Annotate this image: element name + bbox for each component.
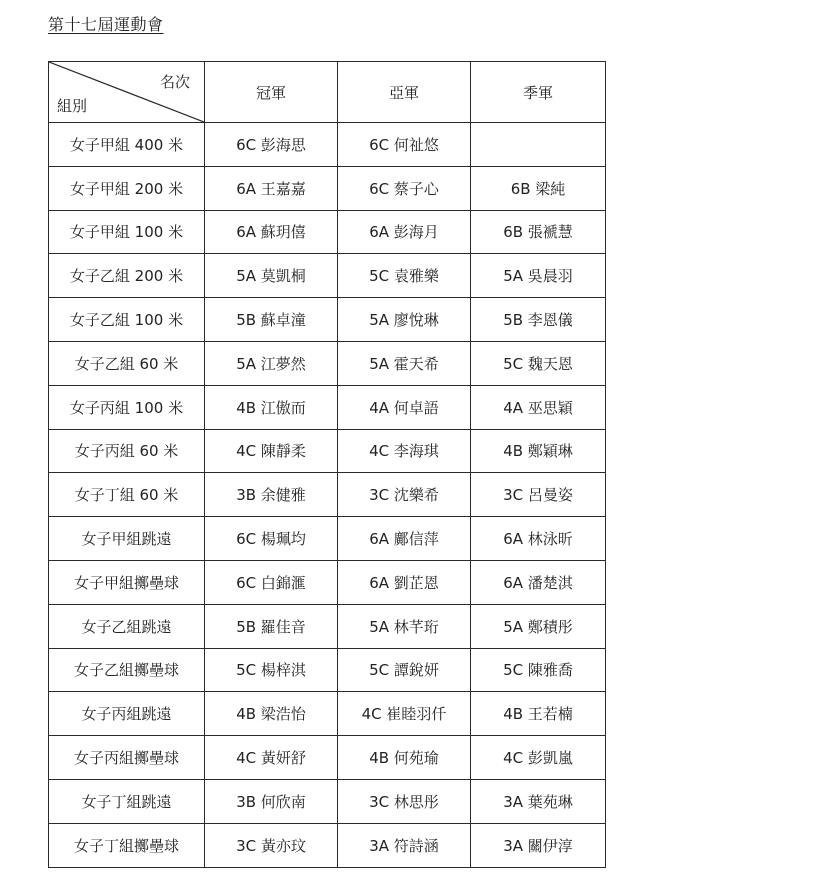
runner-up-cell: 4C 李海琪: [338, 429, 471, 473]
rank-label: 名次: [159, 73, 190, 91]
header-row: [49, 62, 606, 123]
table-row: [49, 473, 606, 517]
runner-up-cell: 5A 林芊珩: [338, 604, 471, 648]
runner-up-cell: 4B 何苑瑜: [338, 736, 471, 780]
third-place-cell: 6B 張褫慧: [471, 210, 606, 254]
table-row: [49, 254, 606, 298]
third-place-cell: 6A 潘楚淇: [471, 560, 606, 604]
third-place-cell: 3A 葉苑琳: [471, 779, 606, 823]
runner-up-cell: 5A 霍天希: [338, 341, 471, 385]
header-runner-up: 亞軍: [338, 62, 471, 123]
table-row: [49, 123, 606, 167]
champion-cell: 3C 黃亦玟: [205, 823, 338, 867]
runner-up-cell: 5C 袁雅樂: [338, 254, 471, 298]
event-cell: 女子甲組 100 米: [49, 210, 205, 254]
event-cell: 女子甲組 200 米: [49, 166, 205, 210]
table-row: [49, 779, 606, 823]
table-row: [49, 823, 606, 867]
champion-cell: 5A 江夢然: [205, 341, 338, 385]
table-row: [49, 341, 606, 385]
event-cell: 女子丙組跳遠: [49, 692, 205, 736]
header-champion: 冠軍: [205, 62, 338, 123]
runner-up-cell: 6A 劉芷恩: [338, 560, 471, 604]
champion-cell: 6A 王嘉嘉: [205, 166, 338, 210]
third-place-cell: 6B 梁純: [471, 166, 606, 210]
table-row: [49, 429, 606, 473]
table-row: [49, 736, 606, 780]
event-cell: 女子丁組 60 米: [49, 473, 205, 517]
champion-cell: 5C 楊梓淇: [205, 648, 338, 692]
table-row: [49, 166, 606, 210]
champion-cell: 6C 白錦滙: [205, 560, 338, 604]
event-cell: 女子丁組擲壘球: [49, 823, 205, 867]
champion-cell: 5B 蘇卓潼: [205, 298, 338, 342]
event-cell: 女子甲組跳遠: [49, 517, 205, 561]
table-row: [49, 298, 606, 342]
event-cell: 女子丙組 60 米: [49, 429, 205, 473]
third-place-cell: 6A 林泳昕: [471, 517, 606, 561]
event-cell: 女子乙組 100 米: [49, 298, 205, 342]
results-body: [49, 123, 606, 868]
runner-up-cell: 4A 何卓語: [338, 385, 471, 429]
event-cell: 女子丙組擲壘球: [49, 736, 205, 780]
champion-cell: 5B 羅佳音: [205, 604, 338, 648]
runner-up-cell: 6A 彭海月: [338, 210, 471, 254]
table-row: [49, 385, 606, 429]
third-place-cell: 4C 彭凱嵐: [471, 736, 606, 780]
table-row: [49, 560, 606, 604]
event-cell: 女子甲組擲壘球: [49, 560, 205, 604]
third-place-cell: 5B 李恩儀: [471, 298, 606, 342]
third-place-cell: 5C 魏天恩: [471, 341, 606, 385]
table-row: [49, 210, 606, 254]
corner-header-cell: [49, 62, 205, 123]
header-third-place: 季軍: [471, 62, 606, 123]
table-row: [49, 604, 606, 648]
event-cell: 女子丙組 100 米: [49, 385, 205, 429]
runner-up-cell: 6A 鄺信萍: [338, 517, 471, 561]
table-row: [49, 517, 606, 561]
runner-up-cell: 3C 林思彤: [338, 779, 471, 823]
champion-cell: 4C 黃妍舒: [205, 736, 338, 780]
champion-cell: 4B 江傲而: [205, 385, 338, 429]
champion-cell: 3B 何欣南: [205, 779, 338, 823]
group-label: 組別: [57, 97, 88, 115]
event-cell: 女子甲組 400 米: [49, 123, 205, 167]
event-cell: 女子丁組跳遠: [49, 779, 205, 823]
table-row: [49, 648, 606, 692]
third-place-cell: [471, 123, 606, 167]
champion-cell: 6C 彭海思: [205, 123, 338, 167]
third-place-cell: 5A 鄭積彤: [471, 604, 606, 648]
third-place-cell: 5A 吳晨羽: [471, 254, 606, 298]
event-cell: 女子乙組擲壘球: [49, 648, 205, 692]
results-table: [48, 61, 606, 868]
third-place-cell: 3C 呂曼姿: [471, 473, 606, 517]
champion-cell: 4B 梁浩怡: [205, 692, 338, 736]
runner-up-cell: 6C 蔡子心: [338, 166, 471, 210]
event-cell: 女子乙組 60 米: [49, 341, 205, 385]
champion-cell: 5A 莫凱桐: [205, 254, 338, 298]
runner-up-cell: 5A 廖悅琳: [338, 298, 471, 342]
page-title: 第十七屆運動會: [48, 15, 164, 34]
runner-up-cell: 3A 符詩涵: [338, 823, 471, 867]
runner-up-cell: 3C 沈樂希: [338, 473, 471, 517]
champion-cell: 4C 陳靜柔: [205, 429, 338, 473]
champion-cell: 6C 楊珮均: [205, 517, 338, 561]
runner-up-cell: 6C 何祉悠: [338, 123, 471, 167]
third-place-cell: 3A 關伊淳: [471, 823, 606, 867]
event-cell: 女子乙組 200 米: [49, 254, 205, 298]
third-place-cell: 4A 巫思穎: [471, 385, 606, 429]
runner-up-cell: 4C 崔睦羽仟: [338, 692, 471, 736]
champion-cell: 3B 余健雅: [205, 473, 338, 517]
third-place-cell: 4B 鄭穎琳: [471, 429, 606, 473]
third-place-cell: 4B 王若楠: [471, 692, 606, 736]
event-cell: 女子乙組跳遠: [49, 604, 205, 648]
third-place-cell: 5C 陳雅喬: [471, 648, 606, 692]
table-row: [49, 692, 606, 736]
champion-cell: 6A 蘇玥僖: [205, 210, 338, 254]
runner-up-cell: 5C 譚銳妍: [338, 648, 471, 692]
